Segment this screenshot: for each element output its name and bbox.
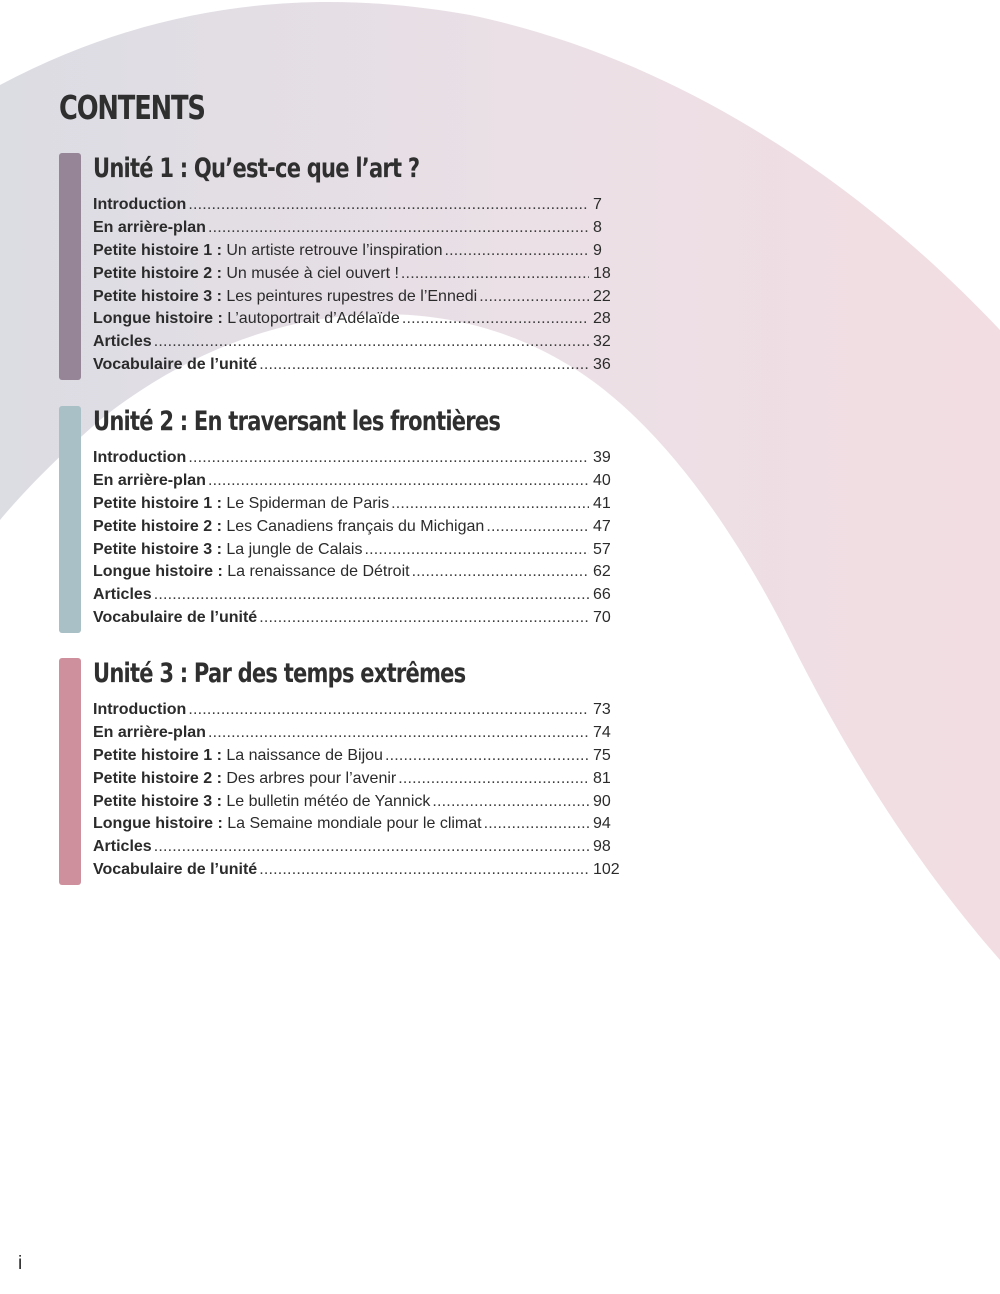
toc-entry-page: 39 (593, 449, 611, 466)
dot-leader (479, 286, 589, 309)
unit-2-toc-list (93, 447, 623, 630)
dot-leader (484, 813, 589, 836)
dot-leader (432, 791, 589, 814)
toc-entry-label: Petite histoire 2 : (93, 517, 222, 535)
dot-leader (188, 699, 589, 722)
toc-entry-title: Les Canadiens français du Michigan (226, 517, 485, 535)
unit-3-toc-list (93, 699, 623, 882)
toc-entry-label: Petite histoire 3 : (93, 540, 222, 558)
dot-leader (402, 308, 589, 331)
toc-entry[interactable] (93, 745, 623, 768)
unit-1-title: Unité 1 : Qu’est-ce que l’art ? (93, 153, 420, 184)
toc-entry-label: Longue histoire : (93, 815, 223, 833)
toc-entry-label: Introduction (93, 449, 187, 466)
toc-entry-page: 8 (593, 218, 602, 236)
unit-1-toc-list (93, 194, 623, 377)
toc-entry-label: En arrière-plan (93, 218, 206, 236)
dot-leader (188, 447, 589, 470)
toc-entry[interactable] (93, 584, 623, 607)
dot-leader (398, 768, 589, 791)
toc-entry-page: 32 (593, 333, 611, 351)
toc-entry-label: Petite histoire 2 : (93, 769, 222, 787)
toc-entry[interactable] (93, 447, 623, 470)
dot-leader (391, 493, 589, 516)
dot-leader (364, 539, 589, 562)
toc-entry[interactable] (93, 354, 623, 377)
page-folio: i (18, 1253, 23, 1274)
toc-entry-label: Longue histoire : (93, 310, 223, 328)
toc-entry[interactable] (93, 263, 623, 286)
toc-entry-page: 7 (593, 196, 602, 213)
toc-entry-label: En arrière-plan (93, 471, 206, 489)
dot-leader (208, 217, 589, 240)
toc-entry-page: 28 (593, 310, 611, 328)
toc-entry-page: 70 (593, 609, 611, 627)
dot-leader (385, 745, 589, 768)
toc-entry[interactable] (93, 813, 623, 836)
toc-entry-label: Petite histoire 1 : (93, 494, 222, 512)
unit-2-color-bar (59, 406, 81, 633)
toc-entry-title: La naissance de Bijou (226, 746, 383, 764)
toc-entry-title: La Semaine mondiale pour le climat (227, 815, 482, 833)
toc-entry[interactable] (93, 470, 623, 493)
toc-entry-page: 66 (593, 586, 611, 604)
unit-3-color-bar (59, 658, 81, 885)
toc-entry-label: Petite histoire 3 : (93, 792, 222, 810)
unit-1-color-bar (59, 153, 81, 380)
page-title: CONTENTS (59, 88, 205, 127)
toc-entry-page: 41 (593, 494, 611, 512)
dot-leader (208, 470, 589, 493)
toc-entry-title: Un artiste retrouve l’inspiration (226, 241, 443, 259)
toc-entry-page: 62 (593, 563, 611, 581)
toc-entry-title: Des arbres pour l’avenir (226, 769, 397, 787)
toc-entry-page: 98 (593, 838, 611, 856)
toc-entry[interactable] (93, 240, 623, 263)
toc-entry[interactable] (93, 308, 623, 331)
dot-leader (154, 331, 589, 354)
unit-2-title: Unité 2 : En traversant les frontières (93, 406, 501, 437)
toc-entry-label: Articles (93, 586, 152, 604)
toc-entry-title: La jungle de Calais (226, 540, 363, 558)
toc-entry-page: 81 (593, 769, 611, 787)
toc-entry-label: Articles (93, 838, 152, 856)
toc-entry-label: Longue histoire : (93, 563, 223, 581)
toc-entry-page: 73 (593, 701, 611, 718)
toc-entry[interactable] (93, 331, 623, 354)
dot-leader (412, 561, 589, 584)
dot-leader (188, 194, 589, 217)
toc-entry-page: 57 (593, 540, 611, 558)
toc-entry[interactable] (93, 722, 623, 745)
toc-entry[interactable] (93, 194, 623, 217)
toc-entry-page: 9 (593, 241, 602, 259)
toc-entry-page: 36 (593, 356, 611, 374)
dot-leader (259, 354, 589, 377)
toc-entry-label: Petite histoire 2 : (93, 264, 222, 282)
toc-entry-label: Vocabulaire de l’unité (93, 861, 258, 879)
toc-entry-label: Petite histoire 3 : (93, 287, 222, 305)
toc-entry-page: 90 (593, 792, 611, 810)
toc-entry[interactable] (93, 539, 623, 562)
dot-leader (259, 607, 589, 630)
toc-entry-title: Le bulletin météo de Yannick (226, 792, 431, 810)
toc-entry[interactable] (93, 836, 623, 859)
toc-entry-page: 74 (593, 723, 611, 741)
toc-entry[interactable] (93, 516, 623, 539)
toc-entry[interactable] (93, 607, 623, 630)
toc-entry[interactable] (93, 699, 623, 722)
dot-leader (154, 584, 589, 607)
dot-leader (208, 722, 589, 745)
toc-entry-label: Petite histoire 1 : (93, 746, 222, 764)
toc-entry-title: Un musée à ciel ouvert ! (226, 264, 399, 282)
dot-leader (259, 859, 589, 882)
toc-entry-page: 102 (593, 861, 620, 879)
toc-entry-page: 47 (593, 517, 611, 535)
toc-entry-label: Introduction (93, 196, 187, 213)
toc-entry-page: 40 (593, 471, 611, 489)
toc-entry-label: Introduction (93, 701, 187, 718)
toc-entry[interactable] (93, 217, 623, 240)
dot-leader (444, 240, 589, 263)
toc-entry-label: Articles (93, 333, 152, 351)
toc-entry-label: Petite histoire 1 : (93, 241, 222, 259)
unit-3-title: Unité 3 : Par des temps extrêmes (93, 658, 466, 689)
toc-entry[interactable] (93, 859, 623, 882)
toc-entry-title: L’autoportrait d’Adélaïde (227, 310, 400, 328)
toc-entry-page: 75 (593, 746, 611, 764)
toc-entry[interactable] (93, 791, 623, 814)
dot-leader (154, 836, 589, 859)
toc-entry[interactable] (93, 768, 623, 791)
toc-entry[interactable] (93, 561, 623, 584)
toc-entry-page: 94 (593, 815, 611, 833)
toc-entry-title: Le Spiderman de Paris (226, 494, 390, 512)
toc-entry-label: Vocabulaire de l’unité (93, 609, 258, 627)
toc-entry-label: En arrière-plan (93, 723, 206, 741)
dot-leader (401, 263, 589, 286)
toc-entry-page: 18 (593, 264, 611, 282)
toc-entry-title: Les peintures rupestres de l’Ennedi (226, 287, 478, 305)
toc-entry-title: La renaissance de Détroit (227, 563, 410, 581)
toc-entry-page: 22 (593, 287, 611, 305)
toc-entry[interactable] (93, 493, 623, 516)
dot-leader (486, 516, 589, 539)
toc-entry-label: Vocabulaire de l’unité (93, 356, 258, 374)
toc-entry[interactable] (93, 286, 623, 309)
